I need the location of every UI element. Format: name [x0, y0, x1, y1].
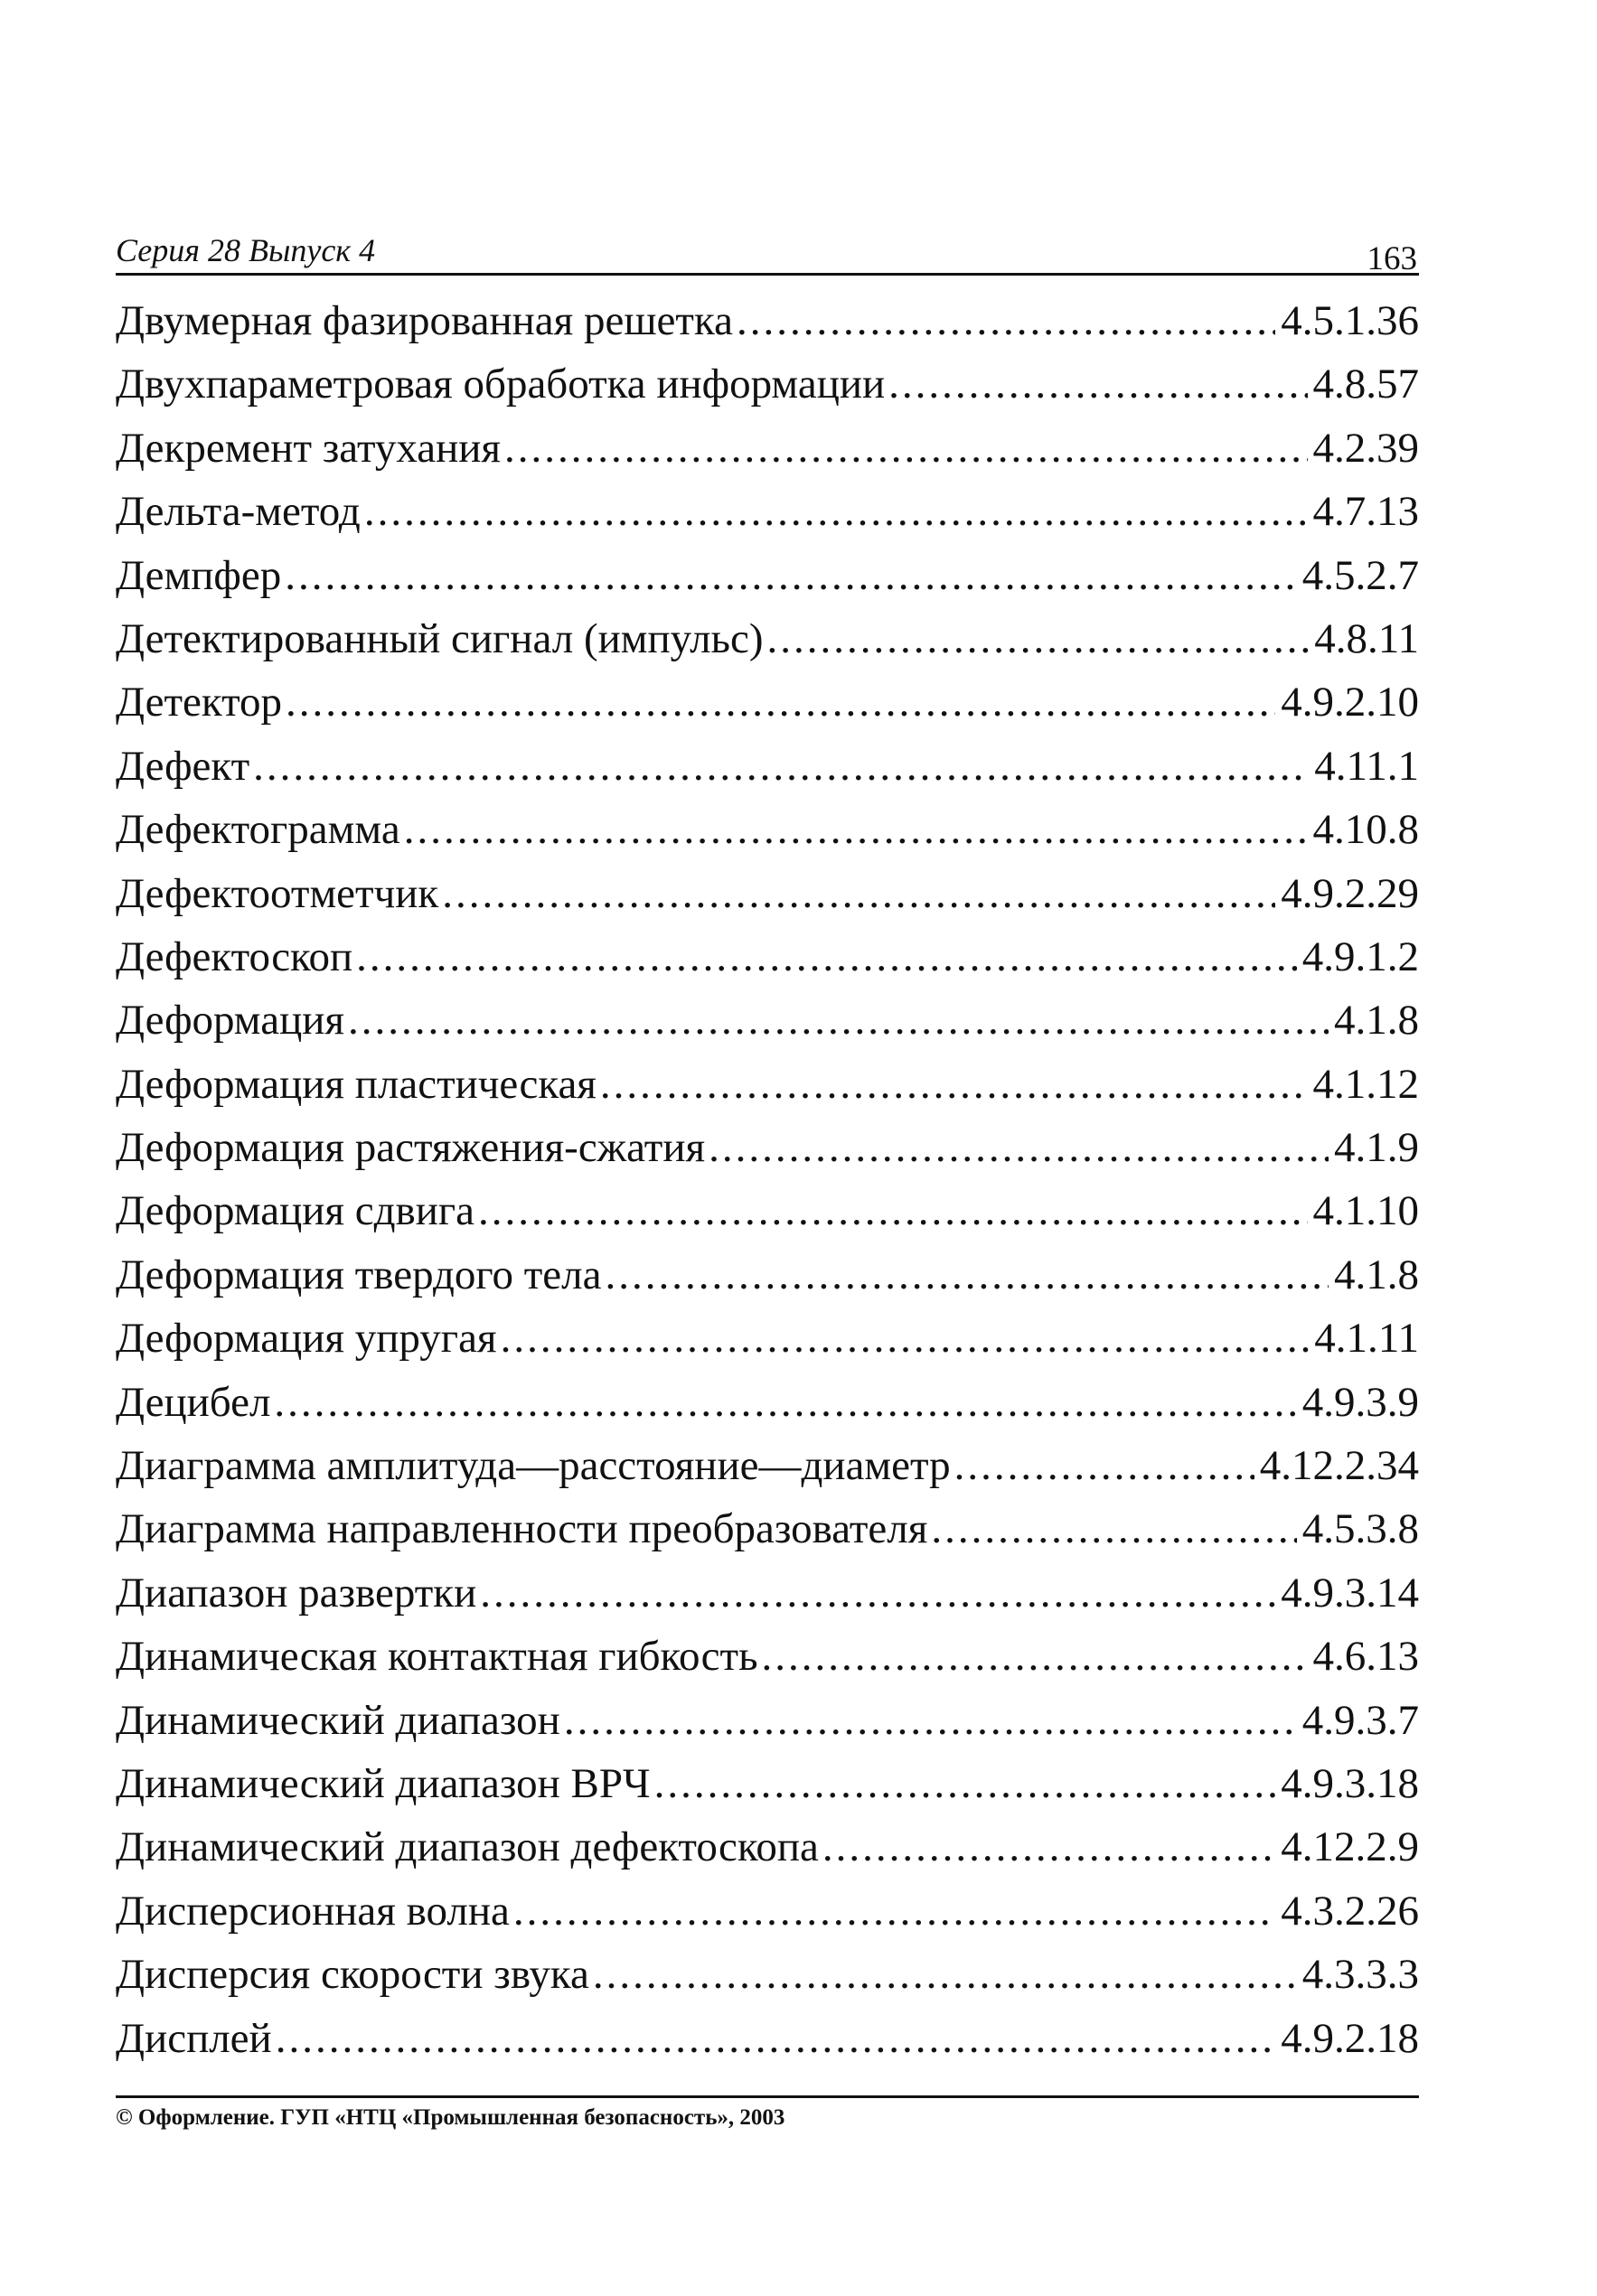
index-entry	[116, 735, 1419, 798]
index-term: Дисперсия скорости звука	[116, 1951, 589, 1999]
page-number: 163	[1367, 240, 1417, 277]
dot-leader	[442, 862, 1275, 925]
dot-leader	[480, 1561, 1275, 1625]
index-entry	[116, 2007, 1419, 2070]
dot-leader	[762, 1625, 1308, 1688]
index-entry	[116, 289, 1419, 352]
clause-reference: 4.7.13	[1312, 488, 1419, 536]
footer	[116, 2095, 1419, 2130]
clause-reference: 4.9.2.18	[1281, 2014, 1419, 2062]
index-term: Дисперсионная волна	[116, 1887, 510, 1935]
clause-reference: 4.12.2.9	[1281, 1823, 1419, 1871]
index-entry	[116, 925, 1419, 989]
clause-reference: 4.11.1	[1314, 742, 1419, 790]
index-term: Дефектоскоп	[116, 932, 353, 980]
index-entry	[116, 1752, 1419, 1815]
index-entry	[116, 1815, 1419, 1879]
index-term: Динамический диапазон ВРЧ	[116, 1759, 651, 1807]
index-entry	[116, 1943, 1419, 2006]
index-entry	[116, 1879, 1419, 1943]
dot-leader	[356, 925, 1297, 989]
clause-reference: 4.10.8	[1312, 806, 1419, 854]
dot-leader	[709, 1116, 1329, 1179]
index-entry	[116, 1434, 1419, 1497]
clause-reference: 4.1.10	[1312, 1187, 1419, 1235]
dot-leader	[888, 352, 1307, 416]
index-entry-list	[116, 289, 1419, 2070]
series-title: Серия 28 Выпуск 4	[116, 232, 376, 268]
index-term: Деформация	[116, 997, 345, 1045]
index-entry	[116, 1243, 1419, 1307]
clause-reference: 4.8.11	[1314, 614, 1419, 662]
dot-leader	[737, 289, 1275, 352]
index-entry	[116, 1497, 1419, 1560]
dot-leader	[286, 670, 1275, 734]
index-term: Двухпараметровая обработка информации	[116, 361, 886, 408]
clause-reference: 4.6.13	[1312, 1633, 1419, 1681]
dot-leader	[766, 607, 1309, 670]
index-term: Дефектограмма	[116, 806, 400, 854]
clause-reference: 4.1.11	[1314, 1315, 1419, 1363]
dot-leader	[404, 798, 1308, 861]
dot-leader	[954, 1434, 1254, 1497]
index-entry	[116, 607, 1419, 670]
index-term: Дефектоотметчик	[116, 869, 439, 917]
dot-leader	[513, 1879, 1275, 1943]
dot-leader	[274, 1371, 1296, 1434]
index-term: Декремент затухания	[116, 424, 502, 472]
dot-leader	[276, 2007, 1276, 2070]
clause-reference: 4.2.39	[1312, 424, 1419, 472]
clause-reference: 4.9.3.18	[1281, 1759, 1419, 1807]
index-entry	[116, 417, 1419, 480]
clause-reference: 4.12.2.34	[1259, 1442, 1419, 1490]
index-entry	[116, 798, 1419, 861]
dot-leader	[478, 1179, 1307, 1242]
clause-reference: 4.9.1.2	[1301, 932, 1419, 980]
index-term: Дефект	[116, 742, 250, 790]
index-entry	[116, 862, 1419, 925]
clause-reference: 4.9.3.14	[1281, 1569, 1419, 1617]
dot-leader	[593, 1943, 1297, 2006]
dot-leader	[504, 417, 1307, 480]
clause-reference: 4.9.2.29	[1281, 869, 1419, 917]
index-term: Деформация растяжения-сжатия	[116, 1124, 706, 1172]
index-term: Диапазон развертки	[116, 1569, 477, 1617]
index-term: Двумерная фазированная решетка	[116, 297, 733, 344]
index-entry	[116, 1053, 1419, 1116]
dot-leader	[253, 735, 1309, 798]
clause-reference: 4.1.8	[1334, 1251, 1419, 1298]
index-term: Деформация сдвига	[116, 1187, 475, 1235]
dot-leader	[285, 544, 1297, 607]
index-entry	[116, 1689, 1419, 1752]
dot-leader	[364, 480, 1308, 543]
clause-reference: 4.9.2.10	[1281, 679, 1419, 726]
index-term: Диаграмма амплитуда—расстояние—диаметр	[116, 1442, 951, 1490]
dot-leader	[822, 1815, 1275, 1879]
index-entry	[116, 544, 1419, 607]
index-term: Дисплей	[116, 2014, 272, 2062]
index-entry	[116, 1371, 1419, 1434]
clause-reference: 4.8.57	[1312, 361, 1419, 408]
clause-reference: 4.9.3.7	[1301, 1696, 1419, 1744]
index-term: Деформация твердого тела	[116, 1251, 602, 1298]
index-term: Деформация пластическая	[116, 1060, 597, 1108]
clause-reference: 4.1.12	[1312, 1060, 1419, 1108]
index-entry	[116, 352, 1419, 416]
dot-leader	[654, 1752, 1276, 1815]
index-entry	[116, 480, 1419, 543]
dot-leader	[501, 1307, 1310, 1370]
index-term: Динамический диапазон дефектоскопа	[116, 1823, 819, 1871]
clause-reference: 4.3.2.26	[1281, 1887, 1419, 1935]
index-entry	[116, 1116, 1419, 1179]
index-term: Детектор	[116, 679, 283, 726]
dot-leader	[564, 1689, 1297, 1752]
index-term: Демпфер	[116, 551, 282, 599]
clause-reference: 4.5.1.36	[1281, 297, 1419, 344]
index-entry	[116, 989, 1419, 1052]
clause-reference: 4.5.2.7	[1301, 551, 1419, 599]
clause-reference: 4.9.3.9	[1301, 1378, 1419, 1426]
index-term: Децибел	[116, 1378, 271, 1426]
dot-leader	[931, 1497, 1296, 1560]
index-term: Детектированный сигнал (импульс)	[116, 614, 764, 662]
index-entry	[116, 1179, 1419, 1242]
index-entry	[116, 670, 1419, 734]
index-term: Динамический диапазон	[116, 1696, 560, 1744]
clause-reference: 4.3.3.3	[1301, 1951, 1419, 1999]
running-header	[116, 231, 1419, 276]
index-term: Динамическая контактная гибкость	[116, 1633, 758, 1681]
dot-leader	[348, 989, 1329, 1052]
index-term: Дельта-метод	[116, 488, 361, 536]
clause-reference: 4.5.3.8	[1301, 1505, 1419, 1553]
index-entry	[116, 1307, 1419, 1370]
dot-leader	[600, 1053, 1308, 1116]
index-term: Деформация упругая	[116, 1315, 497, 1363]
clause-reference: 4.1.8	[1334, 997, 1419, 1045]
index-term: Диаграмма направленности преобразователя	[116, 1505, 928, 1553]
index-entry	[116, 1561, 1419, 1625]
clause-reference: 4.1.9	[1334, 1124, 1419, 1172]
dot-leader	[605, 1243, 1329, 1307]
copyright-notice: © Оформление. ГУП «НТЦ «Промышленная безопасность», 2003	[116, 2105, 785, 2130]
index-entry	[116, 1625, 1419, 1688]
